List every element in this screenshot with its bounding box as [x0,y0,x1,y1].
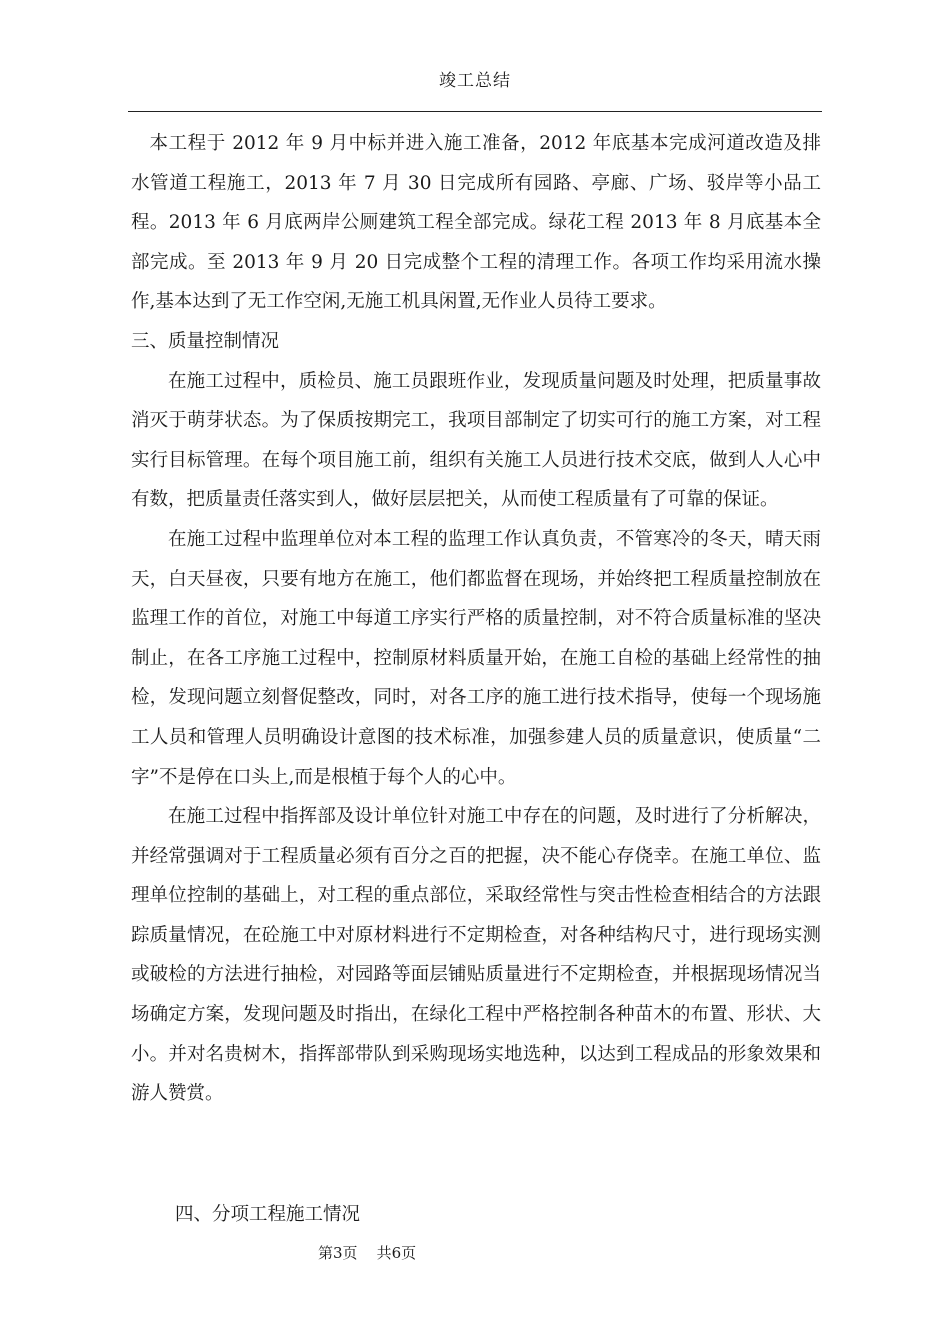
section-3-heading: 三、质量控制情况 [131,330,280,352]
quality-paragraph-3: 在施工过程中指挥部及设计单位针对施工中存在的问题，及时进行了分析解决，并经常强调对于工程质量必须有百分之百的把握，决不能心存侥幸。在施工单位、监理单位控制的基础上，对工程的重点部位，采取经常性与突击性检查相结合的方法跟踪质量情况，在砼施工中对原材料进行不定期检查，对各种结构尺寸，进行现场实测或破检的方法进行抽检，对园路等面层铺贴质量进行不定期检查，并根据现场情况当场确定方案，发现问题及时指出，在绿化工程中严格控制各种苗木的布置、形状、大小。并对名贵树木，指挥部带队到采购现场实地选种，以达到工程成品的形象效果和游人赞赏。 [131,806,821,1105]
intro-paragraph: 本工程于 2012 年 9 月中标并进入施工准备，2012 年底基本完成河道改造及排水管道工程施工，2013 年 7 月 30 日完成所有园路、亭廊、广场、驳岸等小品工程。2013 年 6 月底两岸公厕建筑工程全部完成。绿花工程 2013 年 8 月底基本全部完成。至 2013 年 9 月 20 日完成整个工程的清理工作。各项工作均采用流水操作,基本达到了无工作空闲,无施工机具闲置,无作业人员待工要求。 [131,133,821,313]
section-4-heading: 四、分项工程施工情况 [175,1204,361,1225]
quality-paragraph-2: 在施工过程中监理单位对本工程的监理工作认真负责，不管寒冷的冬天，晴天雨天，白天昼夜，只要有地方在施工，他们都监督在现场，并始终把工程质量控制放在监理工作的首位，对施工中每道工序实行严格的质量控制，对不符合质量标准的坚决制止，在各工序施工过程中，控制原材料质量开始，在施工自检的基础上经常性的抽检，发现问题立刻督促整改，同时，对各工序的施工进行技术指导，使每一个现场施工人员和管理人员明确设计意图的技术标准，加强参建人员的质量意识，使质量“二字”不是停在口头上,而是根植于每个人的心中。 [131,528,821,788]
document-body [131,124,821,1114]
page-header-title: 竣工总结 [439,71,511,91]
quality-paragraph-1: 在施工过程中，质检员、施工员跟班作业，发现质量问题及时处理，把质量事故消灭于萌芽状态。为了保质按期完工，我项目部制定了切实可行的施工方案，对工程实行目标管理。在每个项目施工前，组织有关施工人员进行技术交底，做到人人心中有数，把质量责任落实到人，做好层层把关，从而使工程质量有了可靠的保证。 [131,370,821,511]
page-footer: 第3页 共6页 [318,1244,417,1262]
header-divider [128,111,822,112]
